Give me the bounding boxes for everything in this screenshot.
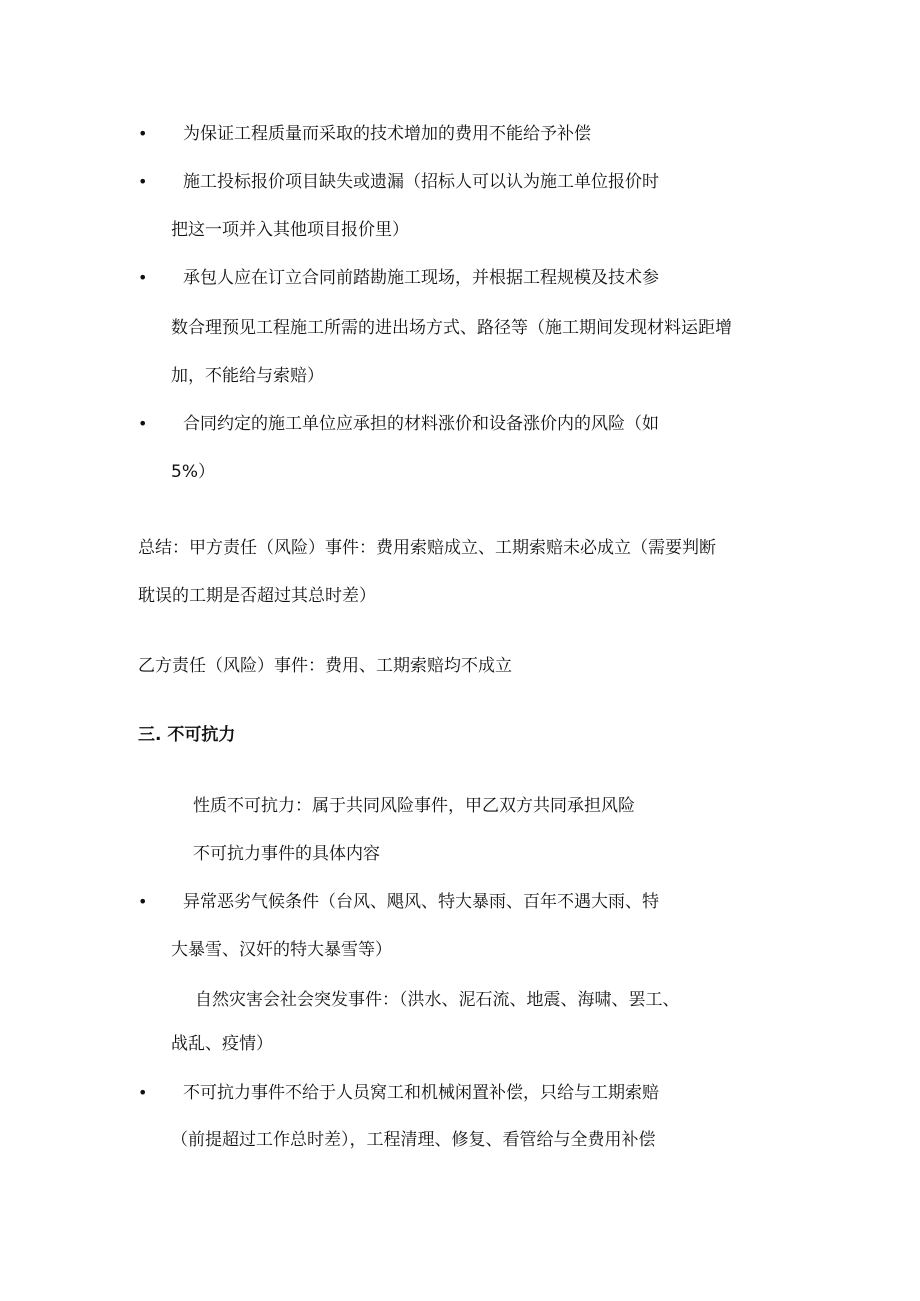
disaster-line1: 自然灾害会社会突发事件：（洪水、泥石流、地震、海啸、罢工、 [195, 990, 680, 1010]
force-majeure-content-title: 不可抗力事件的具体内容 [193, 844, 380, 864]
bullet-marker: • [138, 124, 148, 143]
item-site-survey-line2: 数合理预见工程施工所需的进出场方式、路径等（施工期间发现材料运距增 [171, 318, 732, 338]
section-heading: 三. 不可抗力 [138, 725, 236, 745]
disaster-line2: 战乱、疫情） [171, 1034, 273, 1054]
weather-line1: 异常恶劣气候条件（台风、飓风、特大暴雨、百年不遇大雨、特 [183, 892, 659, 912]
weather-line2: 大暴雪、汉奸的特大暴雪等） [171, 940, 392, 960]
force-majeure-nature: 性质不可抗力：属于共同风险事件，甲乙双方共同承担风险 [193, 796, 635, 816]
bullet-marker: • [138, 414, 148, 433]
bullet-marker: • [138, 268, 148, 287]
item-price-risk-line1: 合同约定的施工单位应承担的材料涨价和设备涨价内的风险（如 [183, 414, 659, 434]
item-site-survey-line3: 加，不能给与索赔） [171, 366, 324, 386]
item-reinforcement-cost: 为保证工程质量而采取的技术增加的费用不能给予补偿 [183, 124, 591, 144]
compensation-line1: 不可抗力事件不给于人员窝工和机械闲置补偿，只给与工期索赔 [183, 1083, 659, 1103]
item-price-risk-line2: 5%） [171, 462, 215, 482]
summary-line1: 总结：甲方责任（风险）事件：费用索赔成立、工期索赔未必成立（需要判断 [138, 538, 716, 558]
bullet-marker: • [138, 1083, 148, 1102]
bullet-marker: • [138, 172, 148, 191]
party-b-summary: 乙方责任（风险）事件：费用、工期索赔均不成立 [138, 656, 512, 676]
item-missing-bid-line1: 施工投标报价项目缺失或遗漏（招标人可以认为施工单位报价时 [183, 172, 659, 192]
item-site-survey-line1: 承包人应在订立合同前踏勘施工现场，并根据工程规模及技术参 [183, 268, 659, 288]
item-missing-bid-line2: 把这一项并入其他项目报价里） [171, 220, 409, 240]
bullet-marker: • [138, 892, 148, 911]
summary-line2: 耽误的工期是否超过其总时差） [138, 586, 376, 606]
compensation-line2: （前提超过工作总时差），工程清理、修复、看管给与全费用补偿 [171, 1130, 656, 1150]
